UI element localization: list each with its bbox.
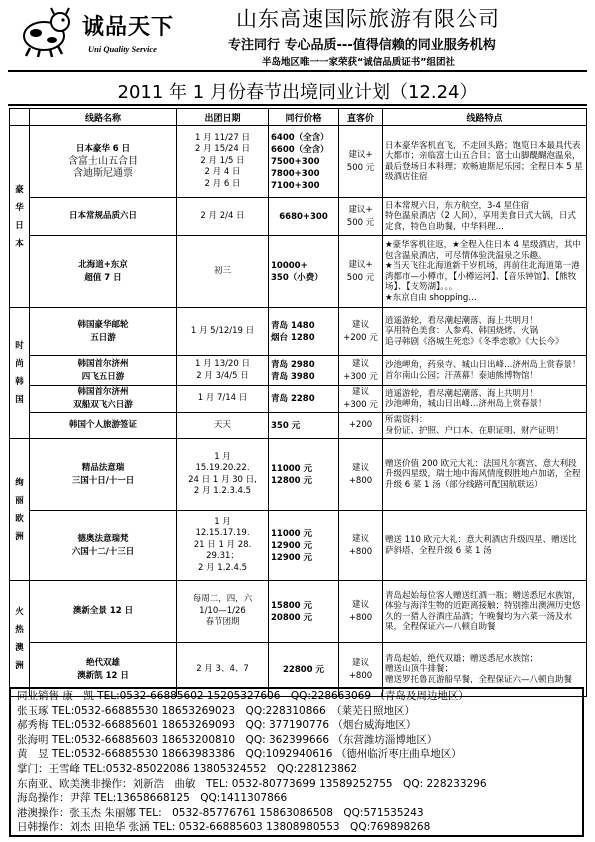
price-value: 青岛 1480 bbox=[271, 320, 315, 331]
direct-price-value: +200 bbox=[348, 420, 373, 430]
route-title: 韩国豪华邮轮 bbox=[77, 319, 129, 330]
contact-line: 同业销售 康 凯 TEL:0532-66885602 15205327606 QQ:228663069 （青岛及周边地区） bbox=[17, 690, 469, 702]
trade-price bbox=[269, 439, 339, 511]
table-row bbox=[10, 198, 587, 236]
price-value: 6680+300 bbox=[279, 211, 328, 222]
table-row bbox=[10, 126, 587, 198]
route-title: 四飞五日游 bbox=[81, 371, 125, 382]
direct-price-value: 500 元 bbox=[346, 272, 375, 283]
departure-date: 春节团期 bbox=[205, 617, 240, 628]
route-title: 双船双飞六日游 bbox=[73, 400, 133, 410]
direct-price-value: 建议+ bbox=[348, 259, 373, 270]
direct-price-value: +200 元 bbox=[343, 332, 378, 343]
table-row bbox=[10, 581, 587, 643]
direct-price-value: 500 元 bbox=[346, 162, 375, 173]
feature-text: 特色温泉酒店（2 人间），享用美食日式大锅，日式定食，特色自助餐，中华料理… bbox=[385, 211, 576, 232]
trade-price bbox=[269, 308, 339, 356]
departure-dates bbox=[177, 236, 269, 308]
price-value: 6600（全含） bbox=[271, 144, 329, 155]
route-name bbox=[30, 581, 177, 643]
direct-price bbox=[339, 439, 383, 511]
departure-date: 24 日 1 月 30 日, bbox=[188, 474, 257, 485]
departure-date: 1 月 bbox=[214, 516, 231, 527]
route-subtitle: 含迪斯尼通票 bbox=[73, 168, 133, 179]
trade-price bbox=[269, 356, 339, 386]
direct-price bbox=[339, 581, 383, 643]
price-value: 12900 元 bbox=[271, 552, 313, 563]
price-value: 11000 元 bbox=[271, 528, 313, 539]
departure-dates bbox=[177, 511, 269, 581]
table-row bbox=[10, 439, 587, 511]
divider bbox=[8, 70, 587, 72]
route-title: 精品法意瑞 bbox=[81, 462, 125, 473]
route-title: 德奥法意瑞梵 bbox=[77, 533, 129, 544]
direct-price bbox=[339, 413, 383, 439]
logo-subtitle: Uni Quality Service bbox=[88, 44, 157, 54]
feature-text: 所需资料： bbox=[385, 415, 428, 425]
direct-price-value: 建议 bbox=[351, 358, 369, 369]
departure-date: 2 月 2/4 日 bbox=[200, 210, 245, 221]
logo bbox=[14, 6, 194, 58]
direct-price-value: +800 bbox=[348, 612, 373, 623]
departure-date: 2 月 1/5 日 bbox=[200, 155, 245, 166]
departure-date: 1/10—1/26 bbox=[199, 605, 246, 616]
trade-price bbox=[269, 386, 339, 413]
direct-price-value: 建议 bbox=[351, 657, 369, 668]
contact-line: 黄 昱 TEL:0532-66885530 18663983386 QQ:1092940616 （德州临沂枣庄曲阜地区） bbox=[17, 748, 462, 761]
route-name bbox=[30, 356, 177, 386]
route-subtitle: 含富士山五合目 bbox=[68, 156, 138, 167]
route-title: 六国十二/十三日 bbox=[71, 546, 135, 557]
column-header: 线路名称 bbox=[30, 109, 177, 126]
contact-box bbox=[9, 687, 584, 837]
feature-text: 享用特色美食：人参鸡、韩国烧烤、火锅 bbox=[385, 326, 539, 337]
feature-text: ★当天飞往北海道新千岁机场，再前往北海道第一港湾都市—小樽市，【小樽运河】、【音乐钟馆】、【熊牧场】、【支笏湖】。。。 bbox=[385, 261, 580, 292]
contact-line: 郝秀梅 TEL:0532-66885601 18653269093 QQ: 377190776 （烟台威海地区） bbox=[17, 719, 417, 732]
route-title: 日本豪华 6 日 bbox=[75, 144, 131, 154]
price-value: 22800 元 bbox=[282, 664, 325, 675]
direct-price-value: +800 bbox=[348, 670, 373, 681]
table-row bbox=[10, 413, 587, 439]
direct-price bbox=[339, 356, 383, 386]
direct-price-value: 建议 bbox=[351, 319, 369, 330]
table-header bbox=[10, 109, 587, 126]
direct-price bbox=[339, 511, 383, 581]
page-title: 2011 年 1 月份春节出境同业计划（12.24） bbox=[117, 82, 478, 103]
departure-date: 2 月 1.2.3.4.5 bbox=[193, 486, 252, 496]
direct-price-value: 500 元 bbox=[346, 217, 375, 228]
direct-price-value: 建议 bbox=[351, 599, 369, 610]
departure-dates bbox=[177, 126, 269, 198]
region-label: 火 热 澳 洲 bbox=[10, 581, 30, 697]
departure-date: 1 月 5/12/19 日 bbox=[190, 325, 255, 336]
route-title: 北海道+东京 bbox=[78, 259, 128, 270]
region-label: 绚 丽 欧 洲 bbox=[10, 439, 30, 581]
divider bbox=[8, 104, 587, 106]
region-label: 时 尚 韩 国 bbox=[10, 308, 30, 439]
region-label: 豪 华 日 本 bbox=[10, 126, 30, 308]
route-title: 绝代双雄 bbox=[85, 657, 120, 668]
price-value: 6400（全含） bbox=[271, 132, 329, 143]
route-name bbox=[30, 439, 177, 511]
route-name bbox=[30, 308, 177, 356]
company-name: 山东高速国际旅游有限公司 bbox=[236, 7, 500, 31]
departure-dates bbox=[177, 198, 269, 236]
departure-date: 29.31； bbox=[206, 551, 239, 562]
feature-text: ★东京自由 shopping… bbox=[385, 292, 477, 303]
feature-text: ★豪华客机往返，★全程入住日本 4 星级酒店，其中包含温泉酒店，可尽情体验洗温泉之乐趣。 bbox=[385, 240, 582, 261]
logo-text: 诚品天下 bbox=[82, 14, 175, 40]
route-name bbox=[30, 386, 177, 413]
contact-line: 张玉琢 TEL:0532-66885530 18653269023 QQ:228310866 （莱芜日照地区） bbox=[17, 704, 415, 717]
departure-dates bbox=[177, 308, 269, 356]
direct-price-value: 建议 bbox=[351, 462, 369, 473]
itinerary-table bbox=[9, 108, 587, 697]
trade-price bbox=[269, 511, 339, 581]
feature-text: 赠送山顶牛排餐； bbox=[385, 664, 454, 675]
feature-text: 沙池岬角，药泉寺、城山日出峰…济州岛上赏春景！首尔南山公园；汗蒸幕！泰迪熊博物馆！ bbox=[385, 360, 581, 381]
contact-line: 东南亚、欧美澳非操作：刘新浩 曲敏 TEL: 0532-80773699 13589252755 QQ: 228233296 bbox=[17, 777, 487, 790]
table-row bbox=[10, 308, 587, 356]
column-header: 同行价格 bbox=[269, 109, 339, 126]
price-value: 350（小费） bbox=[271, 272, 323, 283]
price-value: 20800 元 bbox=[271, 612, 313, 623]
route-name bbox=[30, 198, 177, 236]
direct-price bbox=[339, 198, 383, 236]
departure-date: 每周二，四，六 bbox=[192, 594, 253, 605]
route-features bbox=[383, 439, 587, 511]
feature-text: 青岛起始，绝代双雄；赠送悉尼水族馆； bbox=[385, 653, 539, 664]
departure-dates bbox=[177, 386, 269, 413]
route-name bbox=[30, 126, 177, 198]
price-value: 青岛 2280 bbox=[271, 394, 315, 404]
departure-dates bbox=[177, 356, 269, 386]
feature-text: 沙池岬角，城山日出峰…济州岛上赏春景！ bbox=[385, 399, 547, 409]
table-row bbox=[10, 236, 587, 308]
departure-date: 2 月 15/24 日 bbox=[194, 144, 250, 155]
feature-text: 追寻韩剧《洛城生死恋》《冬季恋歌》《大长今》 bbox=[385, 336, 564, 347]
feature-text: 日本豪华客机直飞，不走回头路；饱览日本最具代表大都市；亲临富士山五合目；富士山脚醍醐泡温泉，最后登场日本料理；欢畅迪斯尼乐园；全程日本 5 星级酒店住宿 bbox=[385, 140, 583, 182]
table-row bbox=[10, 356, 587, 386]
departure-date: 15.19.20.22. bbox=[195, 463, 250, 473]
contact-line: 张海明 TEL:0532-66885603 18653200810 QQ: 362399666 （东营潍坊淄博地区） bbox=[17, 733, 438, 746]
contact-line: 港澳操作：张玉杰 朱丽娜 TEL: 0532-85776761 15863086508 QQ:571535243 bbox=[17, 806, 424, 819]
route-features bbox=[383, 581, 587, 643]
departure-date: 2 月 3/4/5 日 bbox=[196, 370, 249, 381]
price-value: 7100+300 bbox=[271, 180, 320, 191]
departure-date: 天天 bbox=[213, 419, 231, 430]
departure-date: 2 月 3、4、7 bbox=[196, 663, 249, 674]
price-value: 12900 元 bbox=[271, 540, 313, 551]
direct-price bbox=[339, 236, 383, 308]
trade-price bbox=[269, 126, 339, 198]
route-features bbox=[383, 386, 587, 413]
sub-slogan: 半岛地区唯一一家荣获“诚信品质证书”组团社 bbox=[262, 57, 455, 68]
contact-line: 海岛操作：尹萍 TEL:13658668125 QQ:1411307866 bbox=[17, 792, 288, 805]
route-features bbox=[383, 413, 587, 439]
slogan: 专注同行 专心品质---值得信赖的同业服务机构 bbox=[228, 38, 496, 53]
departure-date: 2 月 6 日 bbox=[204, 178, 241, 189]
price-value: 350 元 bbox=[271, 420, 301, 431]
departure-dates bbox=[177, 413, 269, 439]
price-value: 青岛 3980 bbox=[271, 371, 315, 382]
trade-price bbox=[269, 236, 339, 308]
departure-date: 初三 bbox=[213, 265, 231, 276]
direct-price-value: +300 元 bbox=[343, 400, 378, 410]
feature-text: 身份证、护照、户口本、在职证明、财产证明！ bbox=[385, 425, 564, 436]
trade-price bbox=[269, 581, 339, 643]
departure-dates bbox=[177, 581, 269, 643]
route-title: 韩国首尔济州 bbox=[77, 387, 129, 397]
header bbox=[0, 0, 595, 70]
feature-text: 日本常规六日，东方航空，3-4 星住宿 bbox=[385, 200, 530, 211]
price-value: 15800 元 bbox=[271, 600, 313, 611]
route-name bbox=[30, 236, 177, 308]
price-value: 青岛 2980 bbox=[271, 359, 315, 370]
feature-text: 逍遥游轮，看尽潮起潮落、海上共明月！ bbox=[385, 315, 539, 326]
trade-price bbox=[269, 198, 339, 236]
departure-date: 1 月 13/20 日 bbox=[194, 359, 250, 369]
price-value: 7500+300 bbox=[271, 156, 320, 167]
price-value: 烟台 1280 bbox=[271, 332, 315, 343]
departure-date: 1 月 7/14 日 bbox=[197, 393, 248, 404]
direct-price-value: +800 bbox=[348, 546, 373, 557]
price-value: 10000+ bbox=[271, 260, 308, 271]
route-name bbox=[30, 511, 177, 581]
direct-price-value: 建议 bbox=[351, 387, 369, 397]
column-header bbox=[10, 109, 30, 126]
route-title: 三国十日/十一日 bbox=[71, 475, 135, 486]
departure-date: 12.15.17.19. bbox=[195, 528, 250, 539]
column-header: 出团日期 bbox=[177, 109, 269, 126]
price-value: 12800 元 bbox=[271, 475, 313, 486]
feature-text: 青岛起始每位客人赠送红酒一瓶；赠送悉尼水族馆，体验与海洋生物的近距离接触；特别推出澳洲历史悠久的一猎人谷酒庄品酒；午晚餐均为六菜一汤及水果，全程保证六—八顿自助餐 bbox=[385, 590, 581, 632]
route-name bbox=[30, 413, 177, 439]
route-title: 韩国个人旅游签证 bbox=[68, 420, 137, 430]
route-features bbox=[383, 356, 587, 386]
price-value: 11000 元 bbox=[271, 463, 313, 474]
route-features bbox=[383, 236, 587, 308]
contact-line: 掌门：王雪峰 TEL:0532-85022086 13805324552 QQ:228123862 bbox=[17, 762, 358, 775]
route-title: 五日游 bbox=[90, 332, 116, 343]
departure-dates bbox=[177, 439, 269, 511]
route-title: 超值 7 日 bbox=[84, 272, 122, 283]
feature-text: 逍遥游轮，看尽潮起潮落、海上共明月！ bbox=[385, 388, 539, 399]
route-features bbox=[383, 198, 587, 236]
column-header: 线路特点 bbox=[383, 109, 587, 126]
price-value: 7800+300 bbox=[271, 168, 320, 179]
route-title: 澳新全景 12 日 bbox=[72, 606, 134, 616]
direct-price-value: +300 元 bbox=[343, 371, 378, 382]
direct-price bbox=[339, 308, 383, 356]
feature-text: 赠送罗托鲁瓦游船早餐，全程保证六—八顿自助餐 bbox=[385, 674, 573, 685]
direct-price-value: 建议+ bbox=[348, 204, 373, 215]
direct-price-value: 建议+ bbox=[348, 149, 373, 160]
route-title: 澳新凯 12 日 bbox=[77, 670, 129, 681]
cow-mascot-icon bbox=[14, 6, 78, 58]
feature-text: 赠送价值 200 欧元大礼：法国凡尔赛宫、意大利段升级四星级，瑞士地中海风情度假胜地卢加诺，全程升级 6 菜 1 汤（部分线路可配国航联运） bbox=[385, 458, 581, 490]
table-row bbox=[10, 511, 587, 581]
departure-date: 1 月 bbox=[214, 451, 231, 462]
departure-date: 2 月 4 日 bbox=[204, 167, 241, 178]
direct-price-value: 建议 bbox=[351, 533, 369, 544]
route-title: 日本常规品质六日 bbox=[68, 211, 137, 221]
direct-price-value: +800 bbox=[348, 475, 373, 486]
departure-date: 2 月 1.2.4.5 bbox=[197, 562, 248, 573]
direct-price bbox=[339, 386, 383, 413]
column-header: 直客价 bbox=[339, 109, 383, 126]
direct-price bbox=[339, 126, 383, 198]
table-row bbox=[10, 386, 587, 413]
departure-date: 1 月 11/27 日 bbox=[194, 132, 250, 143]
route-features bbox=[383, 126, 587, 198]
contact-line: 日韩操作：刘杰 田艳华 张涵 TEL: 0532-66885603 13808980553 QQ:769898268 bbox=[17, 821, 431, 834]
trade-price bbox=[269, 413, 339, 439]
route-features bbox=[383, 308, 587, 356]
departure-date: 21 日 1 月 28. bbox=[193, 539, 252, 550]
route-title: 韩国首尔济州 bbox=[77, 358, 129, 369]
feature-text: 赠送 110 欧元大礼：意大利酒店升级四星、赠送比萨斜塔、全程升级 6 菜 1 汤 bbox=[385, 535, 577, 556]
route-features bbox=[383, 511, 587, 581]
